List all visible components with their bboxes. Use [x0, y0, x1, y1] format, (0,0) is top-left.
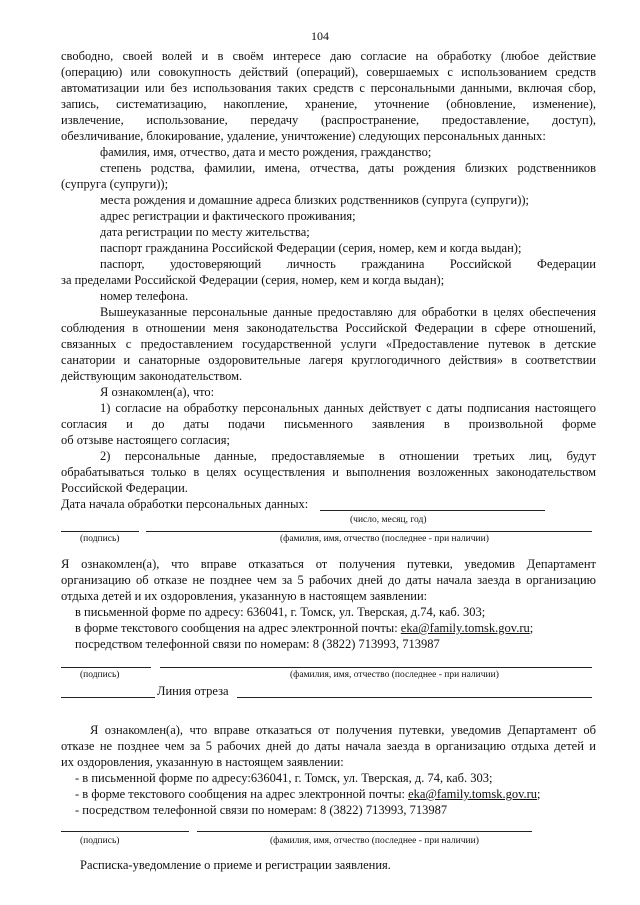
email-link[interactable]: eka@family.tomsk.gov.ru	[408, 787, 538, 801]
consent-line: автоматизации или без использования таких средств с персональными данными, включая сбор,	[61, 81, 596, 95]
fio-field[interactable]	[146, 531, 592, 532]
receipt-refusal-line: их оздоровления, указанную в настоящем заявлении:	[61, 755, 344, 769]
data-item-relatives-address: места рождения и домашние адреса близких родственников (супруга (супруги));	[100, 193, 529, 207]
data-item-foreign-passport-cont: за пределами Российской Федерации (серия, номер, кем и когда выдан);	[61, 273, 445, 287]
acknowledged-intro: Я ознакомлен(а), что:	[100, 385, 215, 399]
data-item-passport: паспорт гражданина Российской Федерации (серия, номер, кем и когда выдан);	[100, 241, 522, 255]
start-date-label: Дата начала обработки персональных данных:	[61, 497, 309, 511]
signature-caption: (подпись)	[80, 836, 120, 846]
point-2-line: 2) персональные данные, предоставляемые в отношении третьих лиц, будут	[100, 449, 596, 463]
signature-field[interactable]	[61, 667, 151, 668]
data-item-phone: номер телефона.	[100, 289, 189, 303]
data-item-fio: фамилия, имя, отчество, дата и место рождения, гражданство;	[100, 145, 432, 159]
fio-field[interactable]	[160, 667, 592, 668]
receipt-refusal-line: Я ознакомлен(а), что вправе отказаться от получения путевки, уведомив Департамент об	[90, 723, 596, 737]
receipt-email-suffix: ;	[537, 787, 541, 801]
fio-caption: (фамилия, имя, отчество (последнее - при наличии)	[270, 836, 479, 846]
notify-phone: посредством телефонной связи по номерам: 8 (3822) 713993, 713987	[75, 637, 440, 651]
receipt-title: Расписка-уведомление о приеме и регистрации заявления.	[80, 858, 391, 872]
notify-written: в письменной форме по адресу: 636041, г. Томск, ул. Тверская, д.74, каб. 303;	[75, 605, 486, 619]
cut-line-label: Линия отреза	[157, 684, 229, 698]
fio-caption: (фамилия, имя, отчество (последнее - при наличии)	[290, 670, 499, 680]
purpose-line: соблюдения в отношении меня законодательства Российской Федерации в сфере отношений,	[61, 321, 596, 335]
purpose-line: Вышеуказанные персональные данные предоставляю для обработки в целях обеспечения	[100, 305, 596, 319]
date-caption: (число, месяц, год)	[350, 515, 427, 525]
data-item-kinship: степень родства, фамилии, имена, отчества, даты рождения близких родственников	[100, 161, 596, 175]
fio-caption: (фамилия, имя, отчество (последнее - при наличии)	[280, 534, 489, 544]
consent-line: свободно, своей волей и в своём интересе даю согласие на обработку (любое действие	[61, 49, 596, 63]
signature-caption: (подпись)	[80, 670, 120, 680]
notify-email-suffix: ;	[529, 621, 534, 635]
cut-line-left	[61, 697, 155, 698]
notify-email	[75, 621, 533, 636]
page-number: 104	[311, 29, 329, 43]
email-link[interactable]: eka@family.tomsk.gov.ru	[400, 621, 530, 635]
receipt-phone: - посредством телефонной связи по номерам: 8 (3822) 713993, 713987	[75, 803, 448, 817]
refusal-line: организацию об отказе не позднее чем за 5 рабочих дней до даты начала заезда в организацию	[61, 573, 596, 587]
signature-caption: (подпись)	[80, 534, 120, 544]
receipt-email-prefix: - в форме текстового сообщения на адрес электронной почты:	[75, 787, 409, 801]
data-item-reg-address: адрес регистрации и фактического проживания;	[100, 209, 356, 223]
refusal-line: отдыха детей и их оздоровления, указанную в настоящем заявлении:	[61, 589, 428, 603]
point-1-line: 1) согласие на обработку персональных данных действует с даты подписания настоящего	[100, 401, 596, 415]
receipt-email	[75, 787, 541, 802]
purpose-line: санатории и санаторные оздоровительные лагеря круглогодичного действия» в соответствии	[61, 353, 596, 367]
start-date-field[interactable]	[320, 510, 545, 511]
receipt-written: - в письменной форме по адресу:636041, г. Томск, ул. Тверская, д. 74, каб. 303;	[75, 771, 493, 785]
consent-line: извлечение, использование, передачу (распространение, предоставление, доступ),	[61, 113, 596, 127]
data-item-reg-date: дата регистрации по месту жительства;	[100, 225, 310, 239]
refusal-line: Я ознакомлен(а), что вправе отказаться от получения путевки, уведомив Департамент	[61, 557, 596, 571]
data-item-foreign-passport: паспорт, удостоверяющий личность гражданина Российской Федерации	[100, 257, 596, 271]
data-item-kinship-cont: (супруга (супруги));	[61, 177, 169, 191]
receipt-refusal-line: отказе не позднее чем за 5 рабочих дней до даты начала заезда в организацию отдыха детей и	[61, 739, 596, 753]
point-2-line: обрабатываться только в целях осуществления и выполнения возложенных законодательством	[61, 465, 596, 479]
notify-email-prefix: в форме текстового сообщения на адрес электронной почты:	[75, 621, 401, 635]
purpose-line: действующим законодательством.	[61, 369, 243, 383]
signature-field[interactable]	[61, 831, 189, 832]
fio-field[interactable]	[197, 831, 532, 832]
purpose-line: связанных с предоставлением государственной услуги «Предоставление путевок в детские	[61, 337, 596, 351]
consent-line: запись, систематизацию, накопление, хранение, уточнение (обновление, изменение),	[61, 97, 596, 111]
signature-field[interactable]	[61, 531, 139, 532]
consent-line: обезличивание, блокирование, удаление, уничтожение) следующих персональных данных:	[61, 129, 546, 143]
point-1-line: согласия и до даты подачи письменного заявления в произвольной форме	[61, 417, 596, 431]
point-1-line: об отзыве настоящего согласия;	[61, 433, 231, 447]
cut-line-right	[237, 697, 592, 698]
consent-line: (операцию) или совокупность действий (операций), совершаемых с использованием средств	[61, 65, 596, 79]
point-2-line: Российской Федерации.	[61, 481, 188, 495]
